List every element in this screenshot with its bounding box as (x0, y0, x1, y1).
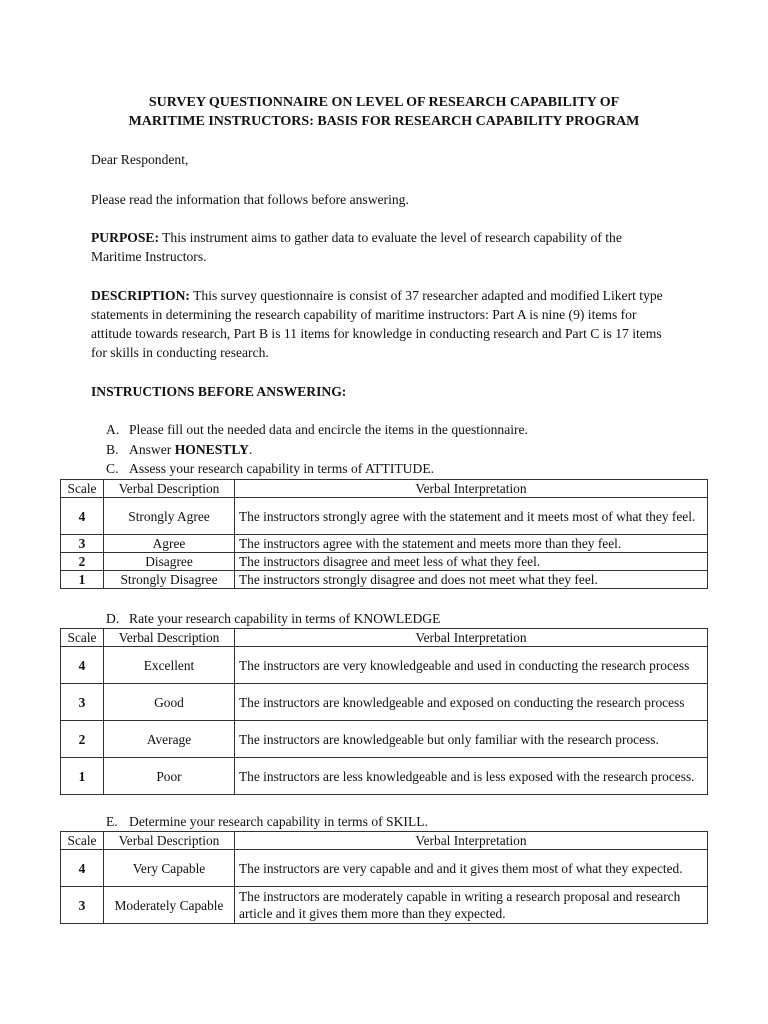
scale-header: Scale (61, 629, 104, 647)
purpose-label: PURPOSE: (91, 230, 159, 245)
page-title (60, 93, 708, 131)
description-header: Verbal Description (104, 629, 235, 647)
title-line-1: SURVEY QUESTIONNAIRE ON LEVEL OF RESEARCH CAPABILITY OF (148, 95, 620, 110)
table-row: 4 Excellent The instructors are very knowledgeable and used in conducting the research process (61, 647, 708, 684)
description-label: DESCRIPTION: (91, 288, 190, 303)
instructions-heading: INSTRUCTIONS BEFORE ANSWERING: (91, 384, 347, 399)
table-header-row (61, 629, 708, 647)
table-row: 1 Poor The instructors are less knowledgeable and is less exposed with the research process. (61, 758, 708, 795)
table-row: 3 Agree The instructors agree with the statement and meets more than they feel. (61, 535, 708, 553)
table-row: 1 Strongly Disagree The instructors strongly disagree and does not meet what they feel. (61, 571, 708, 589)
description-header: Verbal Description (104, 832, 235, 850)
purpose-paragraph (91, 228, 671, 266)
skill-instruction: E. Determine your research capability in terms of SKILL. (106, 814, 428, 829)
table-header-row (61, 480, 708, 498)
table-row: 4 Very Capable The instructors are very capable and and it gives them most of what they expected. (61, 850, 708, 887)
intro-text: Please read the information that follows before answering. (91, 192, 409, 207)
attitude-table (60, 479, 708, 589)
table-header-row (61, 832, 708, 850)
list-item: B. Answer HONESTLY. (106, 441, 253, 457)
table-row: 4 Strongly Agree The instructors strongly agree with the statement and it meets most of what they feel. (61, 498, 708, 535)
list-item: C. Assess your research capability in terms of ATTITUDE. (106, 461, 435, 476)
interpretation-header: Verbal Interpretation (235, 832, 708, 850)
list-item: A. Please fill out the needed data and encircle the items in the questionnaire. (106, 422, 528, 437)
table-row: 3 Moderately Capable The instructors are moderately capable in writing a research proposal and research article and it gives them more than they expected. (61, 887, 708, 924)
instructions-list (106, 420, 528, 479)
interpretation-header: Verbal Interpretation (235, 480, 708, 498)
interpretation-header: Verbal Interpretation (235, 629, 708, 647)
scale-header: Scale (61, 832, 104, 850)
description-header: Verbal Description (104, 480, 235, 498)
greeting: Dear Respondent, (91, 152, 189, 167)
table-row: 2 Disagree The instructors disagree and meet less of what they feel. (61, 553, 708, 571)
scale-header: Scale (61, 480, 104, 498)
table-row: 2 Average The instructors are knowledgeable but only familiar with the research process. (61, 721, 708, 758)
description-text: This survey questionnaire is consist of 37 researcher adapted and modified Likert type statements in determining the research capability of maritime instructors: Part A is nine (9) items for attitude towards research, Part B is 11 items for knowledge in conducting research and Part C is 17 items for skills in conducting research. (91, 288, 663, 360)
skill-table (60, 831, 708, 924)
title-line-2: MARITIME INSTRUCTORS: BASIS FOR RESEARCH CAPABILITY PROGRAM (128, 114, 640, 129)
table-row: 3 Good The instructors are knowledgeable and exposed on conducting the research process (61, 684, 708, 721)
purpose-text: This instrument aims to gather data to evaluate the level of research capability of the Maritime Instructors. (91, 230, 622, 264)
knowledge-instruction: D. Rate your research capability in terms of KNOWLEDGE (106, 611, 441, 626)
knowledge-table (60, 628, 708, 795)
description-paragraph (91, 286, 671, 362)
